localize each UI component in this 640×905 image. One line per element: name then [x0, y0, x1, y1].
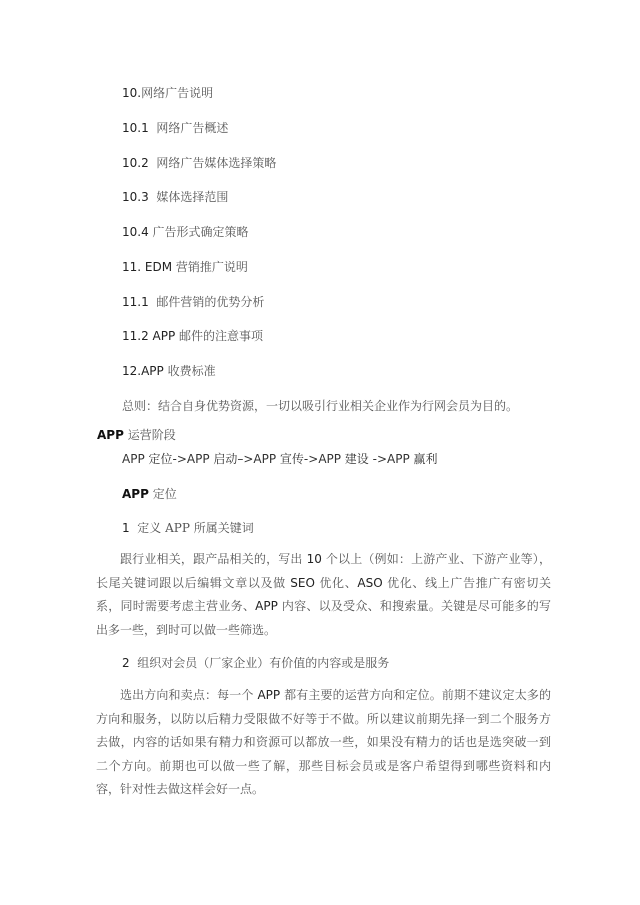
para-text: 优化、线上广告推广有密切关系，同时需要考虑主营业务、: [96, 575, 551, 613]
toc-number: 12.APP: [122, 364, 164, 378]
flow-text: APP 定位->APP 启动–>APP 宣传->APP 建设 ->APP 赢利: [122, 452, 438, 466]
para-text: 优化、: [314, 575, 358, 590]
toc-number: 11.2 APP: [122, 329, 176, 343]
para-text: 都有主要的运营方向和定位。前期不建议定太多的方向和服务，以防以后精力受限做不好等于不做。所以建议前期先择一到二个服务方去做，内容的话如果有精力和资源可以都放一些，如果没有精力的话也是选突破一到二个方向。前期也可以做一些了解，那些目标会员或是客户希望得到哪些资料和内容，针对性去做这样会好一点。: [96, 688, 551, 796]
toc-number: 10.3: [122, 190, 149, 204]
paragraph-direction: [96, 684, 551, 802]
para-latin: ASO: [357, 575, 383, 590]
toc-text: 网络广告说明: [141, 86, 214, 100]
toc-number: 11.1: [122, 295, 149, 309]
stage-heading: [97, 428, 176, 442]
item2-heading: [122, 656, 389, 670]
toc-item-12: [122, 364, 216, 378]
paragraph-keywords: [96, 548, 551, 642]
positioning-heading: [122, 487, 177, 501]
toc-text: 网络广告概述: [156, 121, 229, 135]
heading-text: 运营阶段: [127, 428, 176, 442]
toc-item-11: [122, 260, 248, 274]
para-latin: SEO: [290, 575, 315, 590]
toc-text: 邮件的注意事项: [179, 329, 264, 343]
toc-item-11-2: [122, 329, 263, 343]
para-text: 选出方向和卖点：每一个: [120, 688, 258, 702]
toc-item-10: [122, 86, 213, 100]
toc-item-10-1: [122, 121, 228, 135]
para-text: 个以上（例如：上游产业、下游产业等），长尾关键词跟以后编辑文章以及做: [96, 552, 551, 590]
heading-text: 定位: [152, 487, 177, 501]
heading-bold: APP: [122, 487, 149, 501]
toc-number: 10.2: [122, 156, 149, 170]
item-number: 2: [122, 656, 130, 670]
toc-item-10-4: [122, 225, 249, 239]
toc-text: 收费标准: [167, 364, 216, 378]
item-text: 定义 APP 所属关键词: [137, 521, 254, 535]
heading-bold: APP: [97, 428, 124, 442]
toc-text: 网络广告媒体选择策略: [156, 156, 277, 170]
para-text: 内容、以及受众、和搜索量。关键是尽可能多的写出多一些，到时可以做一些筛选。: [96, 599, 551, 637]
toc-number: 10.4: [122, 225, 149, 239]
toc-text: 广告形式确定策略: [152, 225, 249, 239]
item-number: 1: [122, 521, 130, 535]
toc-text: 营销推广说明: [175, 260, 248, 274]
para-latin: 10: [306, 552, 322, 566]
toc-item-10-3: [122, 190, 228, 204]
toc-text: 媒体选择范围: [156, 190, 229, 204]
para-latin: APP: [255, 599, 278, 613]
para-latin: APP: [257, 688, 281, 702]
item-text: 组织对会员（厂家企业）有价值的内容或是服务: [137, 656, 390, 670]
para-text: 跟行业相关，跟产品相关的，写出: [120, 552, 307, 566]
toc-number: 10.: [122, 86, 142, 100]
toc-number: 11. EDM: [122, 260, 173, 274]
toc-number: 10.1: [122, 121, 149, 135]
toc-text: 邮件营销的优势分析: [156, 295, 265, 309]
item1-heading: [122, 521, 254, 535]
summary-text: 总则：结合自身优势资源，一切以吸引行业相关企业作为行网会员为目的。: [122, 399, 519, 413]
toc-item-11-1: [122, 295, 264, 309]
toc-item-10-2: [122, 156, 276, 170]
